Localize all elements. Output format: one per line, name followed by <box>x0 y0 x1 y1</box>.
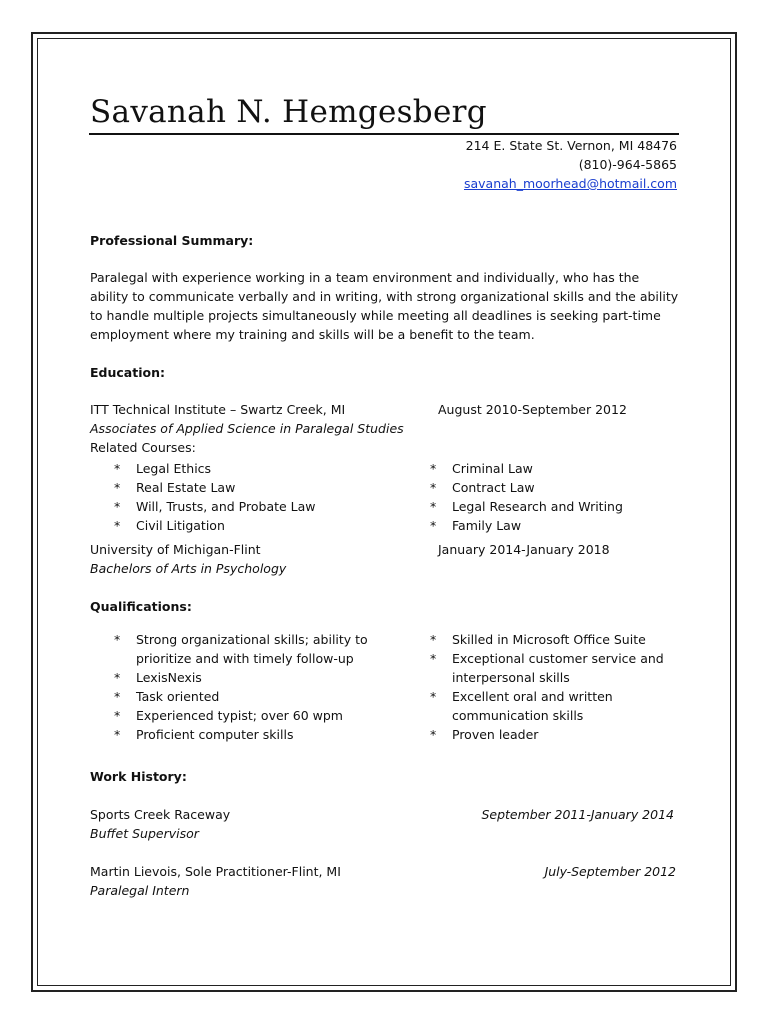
job2-title: Paralegal Intern <box>90 883 190 898</box>
list-item: * Will, Trusts, and Probate Law <box>114 499 316 514</box>
courses-right-list <box>430 459 680 535</box>
school2-degree: Bachelors of Arts in Psychology <box>90 561 287 576</box>
summary-text: Paralegal with experience working in a team environment and individually, who has the ability to communicate verbally and in writing, with strong organizational skills and the ability to handle multiple projects simultaneously while meeting all deadlines is seeking part-time employment where my training and skills will be a benefit to the team. <box>90 270 679 342</box>
list-item: * Legal Research and Writing <box>430 499 623 514</box>
asterisk-bullet-icon: * <box>114 480 121 495</box>
school1-dates: August 2010-September 2012 <box>438 402 627 417</box>
asterisk-bullet-icon: * <box>114 727 121 742</box>
asterisk-bullet-icon: * <box>430 689 437 704</box>
list-item: * Exceptional customer service and interpersonal skills <box>430 651 664 685</box>
summary-heading: Professional Summary: <box>90 233 254 248</box>
list-item: * Proven leader <box>430 727 539 742</box>
list-item: * Excellent oral and written communication skills <box>430 689 613 723</box>
list-item: * Civil Litigation <box>114 518 225 533</box>
email-link[interactable]: savanah_moorhead@hotmail.com <box>463 176 677 191</box>
asterisk-bullet-icon: * <box>114 708 121 723</box>
list-item: * Criminal Law <box>430 461 533 476</box>
job1-dates: September 2011-January 2014 <box>481 807 674 822</box>
asterisk-bullet-icon: * <box>114 499 121 514</box>
school2-dates: January 2014-January 2018 <box>438 542 610 557</box>
asterisk-bullet-icon: * <box>430 461 437 476</box>
asterisk-bullet-icon: * <box>430 727 437 742</box>
list-item: * Experienced typist; over 60 wpm <box>114 708 343 723</box>
list-item: * Legal Ethics <box>114 461 212 476</box>
job2-dates: July-September 2012 <box>544 864 676 879</box>
asterisk-bullet-icon: * <box>430 518 437 533</box>
school2-name: University of Michigan-Flint <box>90 542 261 557</box>
list-item: * Task oriented <box>114 689 220 704</box>
resume-name: Savanah N. Hemgesberg <box>90 94 487 130</box>
school1-degree: Associates of Applied Science in Paralegal Studies <box>90 421 404 436</box>
job1-title: Buffet Supervisor <box>90 826 199 841</box>
asterisk-bullet-icon: * <box>114 689 121 704</box>
school1-name: ITT Technical Institute – Swartz Creek, MI <box>90 402 346 417</box>
asterisk-bullet-icon: * <box>114 632 121 647</box>
courses-left-list <box>114 459 414 535</box>
education-heading: Education: <box>90 365 165 380</box>
asterisk-bullet-icon: * <box>430 499 437 514</box>
asterisk-bullet-icon: * <box>430 480 437 495</box>
asterisk-bullet-icon: * <box>430 651 437 666</box>
list-item: * LexisNexis <box>114 670 202 685</box>
qualifications-left-list <box>114 630 384 744</box>
list-item: * Real Estate Law <box>114 480 236 495</box>
asterisk-bullet-icon: * <box>114 518 121 533</box>
job1-employer: Sports Creek Raceway <box>90 807 231 822</box>
related-courses-label: Related Courses: <box>90 440 196 455</box>
list-item: * Skilled in Microsoft Office Suite <box>430 632 646 647</box>
qualifications-heading: Qualifications: <box>90 599 192 614</box>
phone: (810)-964-5865 <box>578 157 677 172</box>
asterisk-bullet-icon: * <box>430 632 437 647</box>
list-item: * Contract Law <box>430 480 535 495</box>
job2-employer: Martin Lievois, Sole Practitioner-Flint, MI <box>90 864 341 879</box>
list-item: * Proficient computer skills <box>114 727 294 742</box>
asterisk-bullet-icon: * <box>114 461 121 476</box>
list-item: * Strong organizational skills; ability to prioritize and with timely follow-up <box>114 632 368 666</box>
header-rule <box>89 133 679 135</box>
work-history-heading: Work History: <box>90 769 187 784</box>
address: 214 E. State St. Vernon, MI 48476 <box>465 138 677 153</box>
asterisk-bullet-icon: * <box>114 670 121 685</box>
qualifications-right-list <box>430 630 675 744</box>
list-item: * Family Law <box>430 518 522 533</box>
